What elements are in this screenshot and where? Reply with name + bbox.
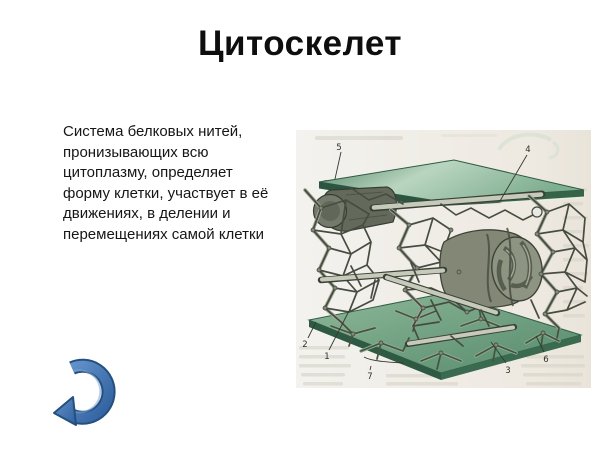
body-line: Система белковых нитей,	[63, 123, 243, 140]
label-3: 3	[505, 366, 511, 376]
cytoskeleton-figure	[291, 130, 591, 388]
label-4: 4	[525, 145, 531, 155]
slide-title: Цитоскелет	[197, 24, 403, 63]
back-arrow-button[interactable]	[38, 356, 118, 436]
body-text-block	[63, 122, 298, 245]
body-line: перемещениях самой клетки	[63, 225, 264, 243]
label-5: 5	[336, 143, 342, 153]
body-line: пронизывающих всю	[63, 143, 209, 161]
label-2: 2	[302, 340, 308, 350]
curved-arrow-icon	[38, 356, 118, 436]
cytoskeleton-illustration	[291, 130, 591, 388]
label-7: 7	[367, 372, 373, 382]
body-line: движениях, в делении и	[63, 205, 231, 222]
vesicle-ring	[532, 207, 542, 217]
label-6: 6	[543, 355, 549, 365]
label-1: 1	[324, 352, 330, 362]
body-line: цитоплазму, определяет	[63, 164, 233, 181]
body-line: форму клетки, участвует в её	[63, 184, 269, 202]
